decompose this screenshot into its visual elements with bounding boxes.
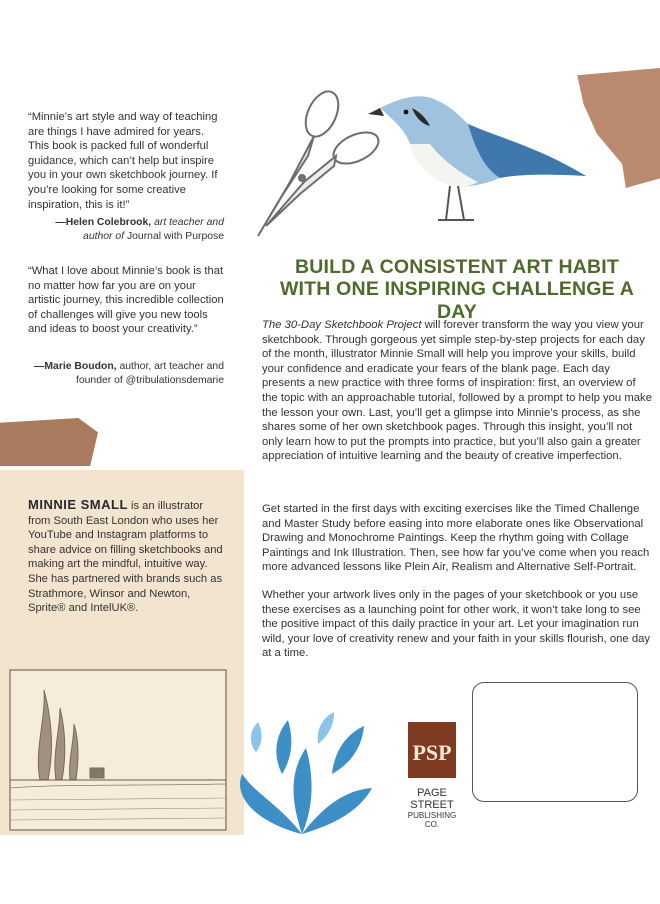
quote1-role: art teacher and author of: [83, 217, 224, 242]
description-paragraph-1: [262, 318, 652, 464]
quote1-author: —Helen Colebrook,: [55, 217, 152, 228]
publisher-mark-text: PSP: [412, 740, 452, 765]
author-name: MINNIE SMALL: [28, 497, 128, 512]
description-paragraph-2: Get started in the first days with exciting exercises like the Timed Challenge and Master Study before easing into more elaborate ones like Observational Drawing and Monochrome Paintings. Keep the rhythm going with Collage Paintings and Ink Illustration. Then, see how far you’ve come when you reach more advanced lessons like Plein Air, Realism and Alternative Self-Portrait.: [262, 503, 650, 574]
publisher-name: PAGE STREET: [410, 787, 454, 811]
author-bio: [28, 498, 224, 616]
headline-line-2: WITH ONE INSPIRING CHALLENGE A DAY: [279, 278, 635, 323]
blue-jay-illustration: [350, 78, 600, 238]
publisher-subname: PUBLISHING CO.: [407, 811, 457, 829]
torn-paper-strip: [0, 418, 98, 466]
publisher-logo: [402, 718, 462, 828]
headline-line-1: BUILD A CONSISTENT ART HABIT: [294, 256, 620, 278]
landscape-sketch: [0, 660, 244, 835]
endorsement-quote-2: “What I love about Minnie’s book is that no matter how far you are on your artistic journey, this incredible collection of challenges will give you new tools and ideas to boost your creativity.”: [28, 265, 224, 336]
endorsement-attribution-2: [28, 360, 224, 388]
quote1-book: Journal with Purpose: [126, 231, 224, 242]
quote2-author: —Marie Boudon,: [34, 361, 117, 372]
endorsement-attribution-1: [28, 216, 224, 244]
description-paragraph-3: Whether your artwork lives only in the pages of your sketchbook or you use these exercises as a launching point for other work, it won’t take long to see the positive impact of this daily practice in your art. Let your imagination run wild, your love of creativity renew and your faith in your skills flourish, one day at a time.: [262, 589, 651, 660]
endorsement-quote-1: “Minnie’s art style and way of teaching are things I have admired for years. This book is packed full of wonderful guidance, which can’t help but inspire you in your own sketchbook journey. If you’re looking for some creative inspiration, this is it!”: [28, 111, 218, 211]
publisher-mark: [402, 718, 462, 782]
author-bio-text: is an illustrator from South East London who uses her YouTube and Instagram platforms to share advice on filling sketchbooks and making art the mindful, intuitive way. She has partnered with brands such as Strathmore, Winsor and Newton, Sprite® and IntelUK®.: [28, 500, 223, 615]
barcode-area: [472, 682, 638, 802]
blue-leaf-illustration: [222, 704, 382, 836]
paragraph-1-text: will forever transform the way you view your sketchbook. Through gorgeous yet simple step-by-step projects for each day of the month, illustrator Minnie Small will help you improve your skills, build your confidence and eradicate your fears of the blank page. Each day presents a new practice with three forms of inspiration: first, an overview of the topic with an approachable tutorial, followed by a prompt to help you make the lesson your own. Last, you’ll get a glimpse into Minnie’s process, as she shares some of her own sketchbook pages. Through this insight, you’ll not only learn how to put the prompts into practice, but you’ll also gain a greater appreciation of intuitive learning and the beauty of creative imperfection.: [262, 319, 652, 463]
quote2-role: author, art teacher and founder of @tribulationsdemarie: [75, 361, 224, 386]
book-title: The 30-Day Sketchbook Project: [262, 319, 422, 331]
